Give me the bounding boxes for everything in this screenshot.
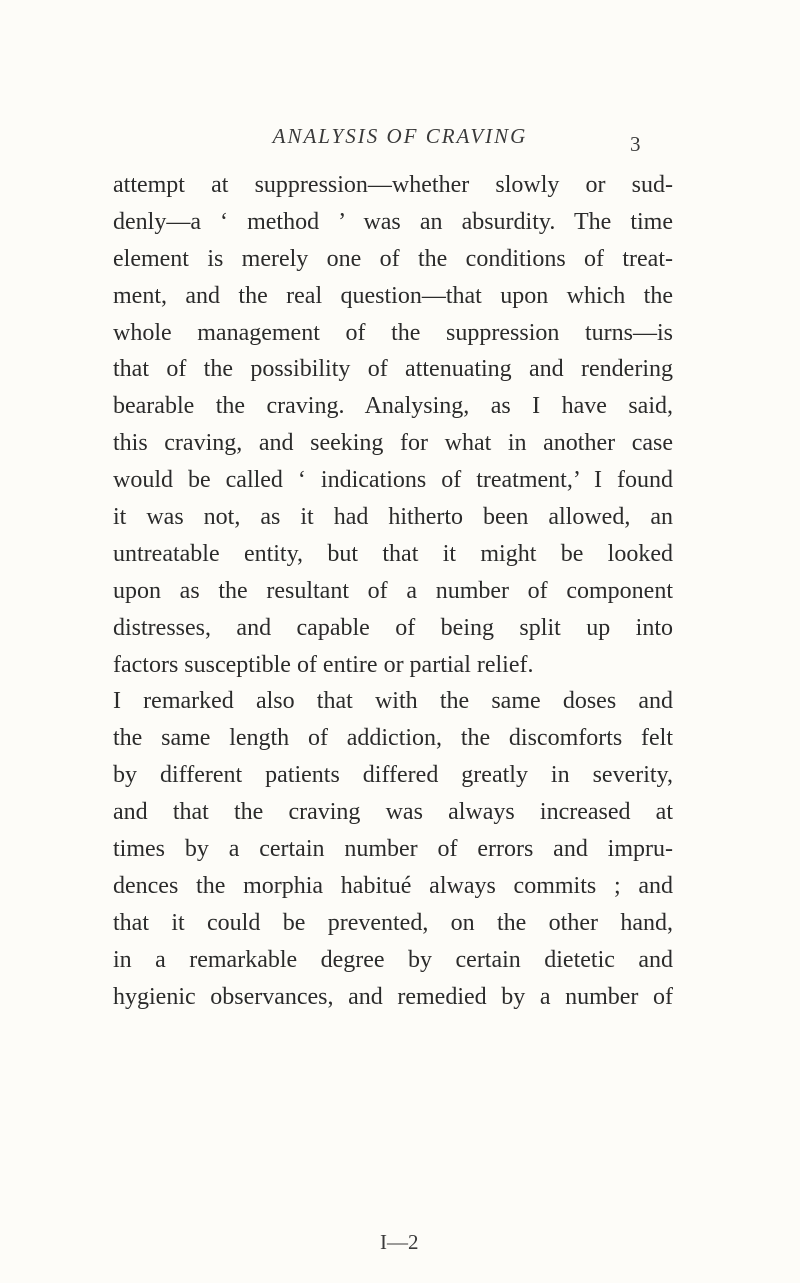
- text-line: would be called ‘ indications of treatment,’ I found: [113, 467, 673, 494]
- running-title: ANALYSIS OF CRAVING: [272, 124, 528, 148]
- page-number: 3: [630, 132, 641, 156]
- text-line: times by a certain number of errors and impru-: [113, 836, 673, 863]
- text-line: in a remarkable degree by certain dietetic and: [113, 946, 673, 973]
- text-line: the same length of addiction, the discomforts felt: [113, 725, 673, 752]
- text-line: bearable the craving. Analysing, as I have said,: [113, 393, 673, 420]
- text-line: that it could be prevented, on the other hand,: [113, 909, 673, 936]
- text-line: I remarked also that with the same doses and: [113, 688, 673, 715]
- text-line: that of the possibility of attenuating and rendering: [113, 356, 673, 383]
- text-line: dences the morphia habitué always commits ; and: [113, 872, 673, 899]
- text-line: element is merely one of the conditions of treat-: [113, 245, 673, 272]
- text-line: untreatable entity, but that it might be looked: [113, 540, 673, 567]
- text-line: denly—a ‘ method ’ was an absurdity. The time: [113, 208, 673, 235]
- text-line: whole management of the suppression turns—is: [113, 319, 673, 346]
- text-line: by different patients differed greatly in severity,: [113, 762, 673, 789]
- text-line: and that the craving was always increased at: [113, 799, 673, 826]
- text-line: distresses, and capable of being split up into: [113, 614, 673, 641]
- text-line: factors susceptible of entire or partial relief.: [113, 651, 534, 678]
- text-line: upon as the resultant of a number of component: [113, 577, 673, 604]
- text-line: hygienic observances, and remedied by a number of: [113, 983, 673, 1010]
- signature-mark: I—2: [380, 1230, 419, 1254]
- body-text: [113, 167, 673, 1015]
- text-line: it was not, as it had hitherto been allowed, an: [113, 504, 673, 531]
- text-line: this craving, and seeking for what in another case: [113, 430, 673, 457]
- text-line: attempt at suppression—whether slowly or sud-: [113, 172, 673, 198]
- text-line: ment, and the real question—that upon which the: [113, 282, 673, 309]
